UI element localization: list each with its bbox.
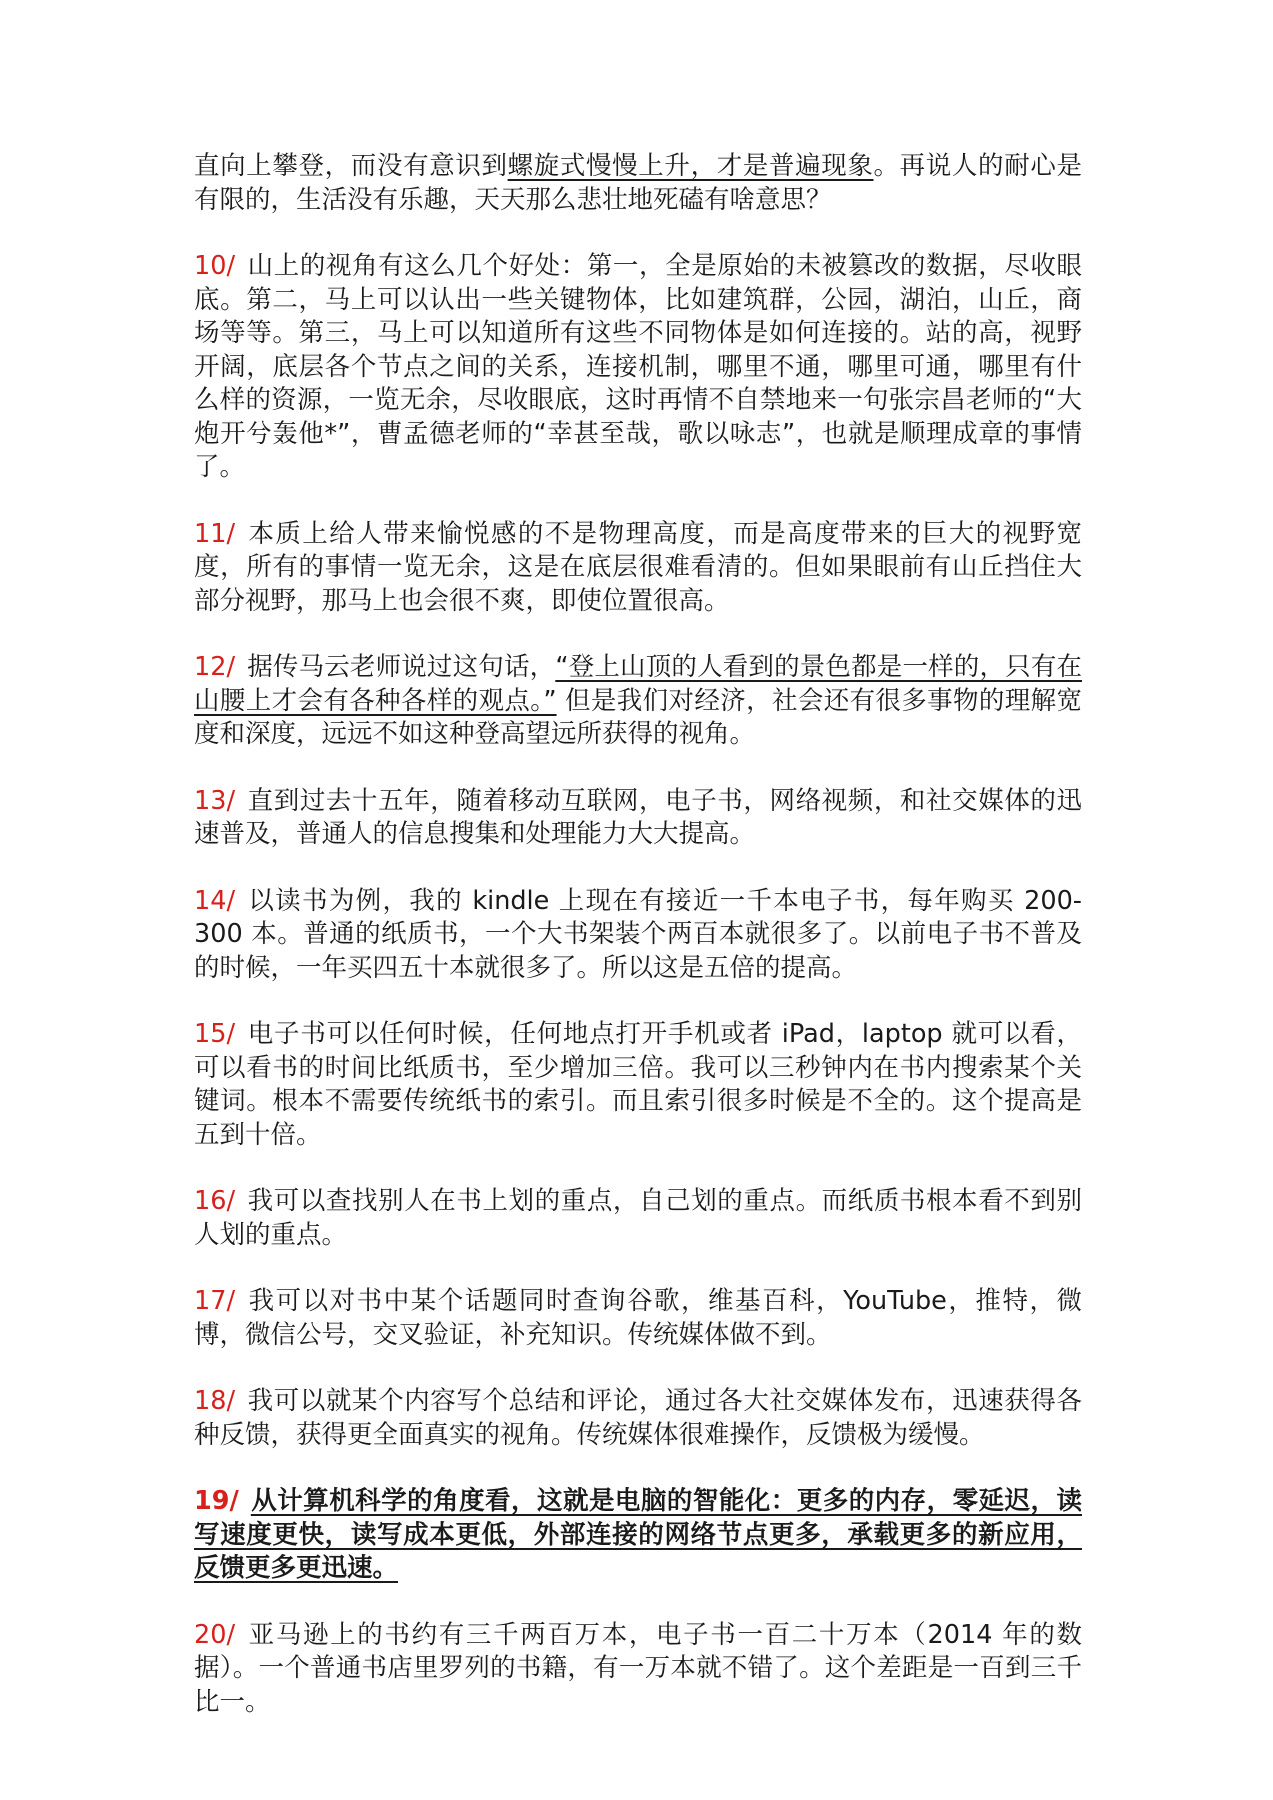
item-number: 18/: [194, 1386, 236, 1416]
paragraph-text: 以读书为例，我的 kindle 上现在有接近一千本电子书，每年购买 200-300 本。普通的纸质书，一个大书架装个两百本就很多了。以前电子书不普及的时候，一年买四五十本就很多了。所以这是五倍的提高。: [194, 885, 1082, 983]
item-number: 13/: [194, 785, 236, 816]
item-number: 19/: [194, 1486, 239, 1516]
paragraph-16: [194, 1185, 1082, 1252]
paragraph-text: 电子书可以任何时候，任何地点打开手机或者 iPad，laptop 就可以看，可以看书的时间比纸质书，至少增加三倍。我可以三秒钟内在书内搜索某个关键词。根本不需要传统纸书的索引。而且索引很多时候是不全的。这个提高是五到十倍。: [194, 1019, 1082, 1150]
paragraph-continued: [194, 150, 1082, 217]
paragraph-text: 亚马逊上的书约有三千两百万本，电子书一百二十万本（2014 年的数据）。一个普通书店里罗列的书籍，有一万本就不错了。这个差距是一百到三千比一。: [194, 1619, 1082, 1717]
paragraph-text: 据传马云老师说过这句话，: [247, 652, 556, 682]
paragraph-text: 我可以查找别人在书上划的重点，自己划的重点。而纸质书根本看不到别人划的重点。: [194, 1186, 1082, 1250]
item-number: 14/: [194, 885, 236, 916]
paragraph-text: 本质上给人带来愉悦感的不是物理高度，而是高度带来的巨大的视野宽度，所有的事情一览无余，这是在底层很难看清的。但如果眼前有山丘挡住大部分视野，那马上也会很不爽，即使位置很高。: [194, 518, 1082, 616]
item-number: 11/: [194, 518, 236, 549]
paragraph-text: 但是我们对经济，社会还有很多事物的理解宽度和深度，远远不如这种登高望远所获得的视角。: [194, 685, 1082, 749]
item-number: 10/: [194, 251, 236, 281]
underlined-quote: “登上山顶的人看到的景色都是一样的，只有在山腰上才会有各种各样的观点。”: [194, 652, 1082, 716]
item-number: 20/: [194, 1619, 236, 1650]
paragraph-text: 我可以就某个内容写个总结和评论，通过各大社交媒体发布，迅速获得各种反馈，获得更全面真实的视角。传统媒体很难操作，反馈极为缓慢。: [194, 1386, 1082, 1450]
paragraph-text: 山上的视角有这么几个好处：第一，全是原始的未被篡改的数据，尽收眼底。第二，马上可以认出一些关键物体，比如建筑群，公园，湖泊，山丘，商场等等。第三，马上可以知道所有这些不同物体是如何连接的。站的高，视野开阔，底层各个节点之间的关系，连接机制，哪里不通，哪里可通，哪里有什么样的资源，一览无余，尽收眼底，这时再情不自禁地来一句张宗昌老师的“大炮开兮轰他*”，曹孟德老师的“幸甚至哉，歌以咏志”，也就是顺理成章的事情了。: [194, 251, 1082, 482]
paragraph-19: [194, 1485, 1082, 1586]
item-number: 12/: [194, 652, 236, 682]
paragraph-text: 直到过去十五年，随着移动互联网，电子书，网络视频，和社交媒体的迅速普及，普通人的信息搜集和处理能力大大提高。: [194, 785, 1082, 849]
paragraph-text: 我可以对书中某个话题同时查询谷歌，维基百科，YouTube，推特，微博，微信公号，交叉验证，补充知识。传统媒体做不到。: [194, 1286, 1082, 1350]
underlined-text: 螺旋式慢慢上升，才是普遍现象: [507, 151, 874, 181]
paragraph-12: [194, 651, 1082, 752]
paragraph-15: [194, 1018, 1082, 1152]
paragraph-13: [194, 785, 1082, 852]
item-number: 16/: [194, 1186, 236, 1216]
paragraph-17: [194, 1285, 1082, 1352]
paragraph-text: 。再说人的耐心是有限的，生活没有乐趣，天天那么悲壮地死磕有啥意思？: [194, 151, 1082, 215]
document-body: [194, 150, 1082, 1752]
paragraph-text: 直向上攀登，而没有意识到: [194, 151, 508, 181]
item-number: 17/: [194, 1286, 236, 1316]
paragraph-20: [194, 1619, 1082, 1720]
paragraph-11: [194, 518, 1082, 619]
paragraph-10: [194, 250, 1082, 485]
paragraph-14: [194, 885, 1082, 986]
paragraph-18: [194, 1385, 1082, 1452]
item-number: 15/: [194, 1019, 236, 1049]
underlined-bold-text: 从计算机科学的角度看，这就是电脑的智能化：更多的内存，零延迟，读写速度更快，读写成本更低，外部连接的网络节点更多，承载更多的新应用，反馈更多更迅速。: [194, 1486, 1082, 1583]
